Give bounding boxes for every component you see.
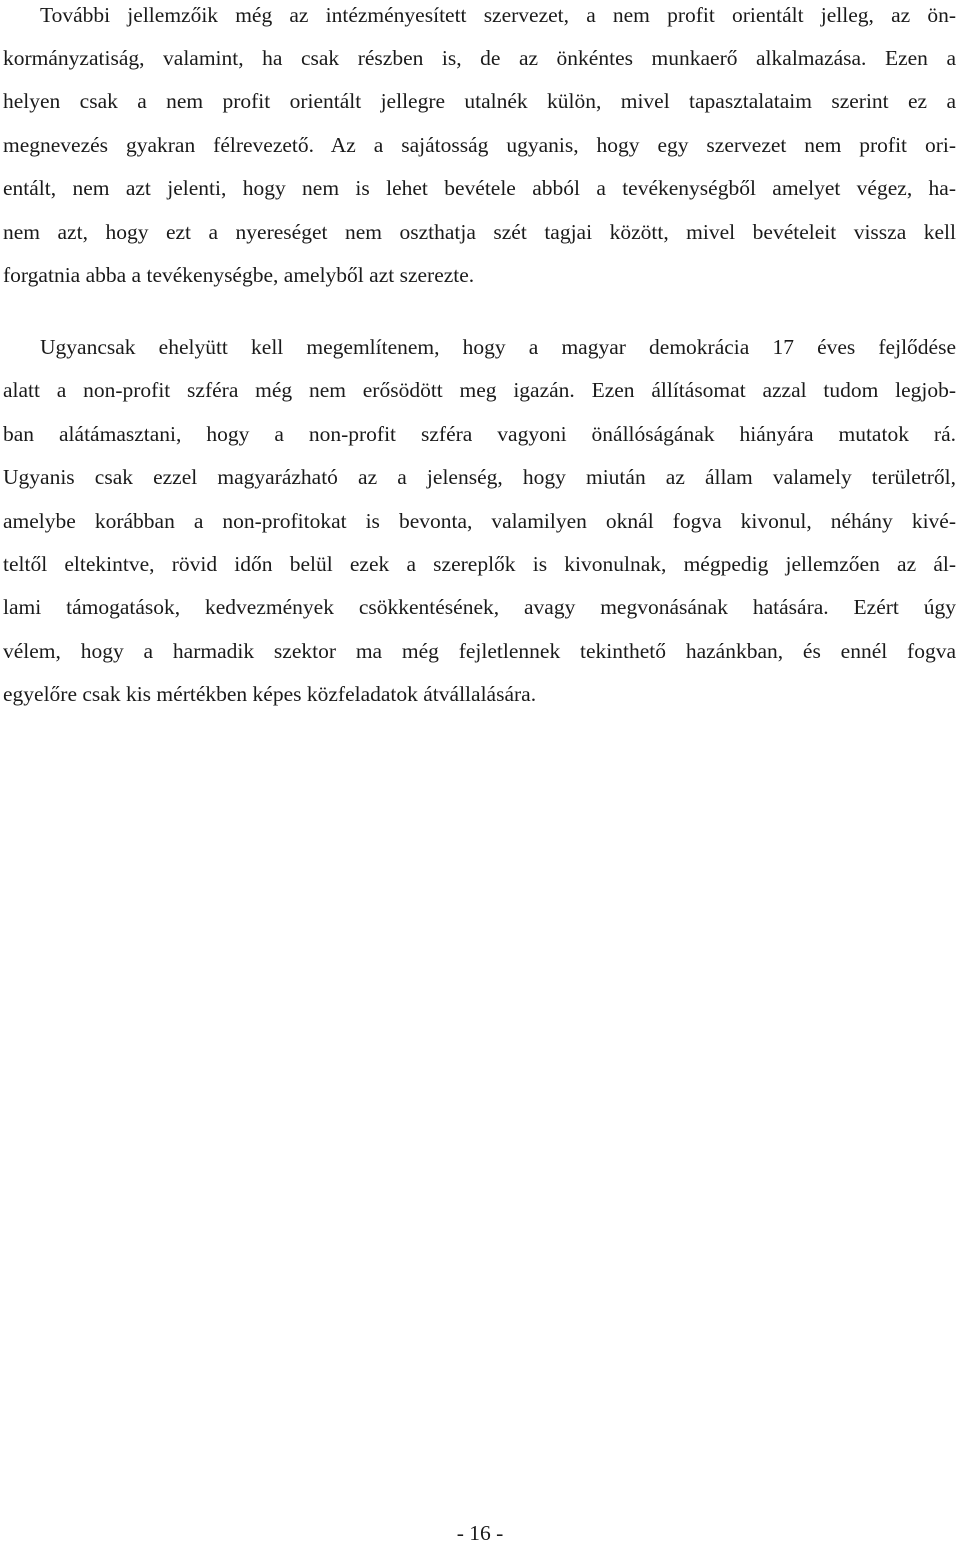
paragraph-2-line-6: teltől eltekintve, rövid időn belül ezek a szereplők is kivonulnak, mégpedig jellemzően az ál- bbox=[3, 552, 956, 576]
paragraph-2-line-9: egyelőre csak kis mértékben képes közfeladatok átvállalására. bbox=[3, 682, 537, 706]
paragraph-2-line-1: Ugyancsak ehelyütt kell megemlítenem, hogy a magyar demokrácia 17 éves fejlődése bbox=[40, 335, 956, 359]
paragraph-1-line-1: További jellemzőik még az intézményesített szervezet, a nem profit orientált jelleg, az ön- bbox=[40, 3, 956, 27]
paragraph-2-line-2: alatt a non-profit szféra még nem erősödött meg igazán. Ezen állításomat azzal tudom legjob- bbox=[3, 378, 956, 402]
paragraph-2-line-5: amelybe korábban a non-profitokat is bevonta, valamilyen oknál fogva kivonul, néhány kivé- bbox=[3, 509, 956, 533]
paragraph-2-line-8: vélem, hogy a harmadik szektor ma még fejletlennek tekinthető hazánkban, és ennél fogva bbox=[3, 639, 956, 663]
paragraph-2-line-3: ban alátámasztani, hogy a non-profit szféra vagyoni önállóságának hiányára mutatok rá. bbox=[3, 422, 956, 446]
paragraph-1-line-2: kormányzatiság, valamint, ha csak részben is, de az önkéntes munkaerő alkalmazása. Ezen a bbox=[3, 46, 956, 70]
paragraph-2-line-7: lami támogatások, kedvezmények csökkentésének, avagy megvonásának hatására. Ezért úgy bbox=[3, 595, 956, 619]
paragraph-1-line-6: nem azt, hogy ezt a nyereséget nem oszthatja szét tagjai között, mivel bevételeit vissza kell bbox=[3, 220, 956, 244]
page-number: - 16 - bbox=[456, 1521, 504, 1545]
paragraph-2-line-4: Ugyanis csak ezzel magyarázható az a jelenség, hogy miután az állam valamely területről, bbox=[3, 465, 956, 489]
paragraph-1-line-5: entált, nem azt jelenti, hogy nem is lehet bevétele abból a tevékenységből amelyet végez, ha- bbox=[3, 176, 956, 200]
paragraph-1-line-7: forgatnia abba a tevékenységbe, amelyből azt szerezte. bbox=[3, 263, 475, 287]
paragraph-1-line-4: megnevezés gyakran félrevezető. Az a sajátosság ugyanis, hogy egy szervezet nem profit ori- bbox=[3, 133, 956, 157]
paragraph-1-line-3: helyen csak a nem profit orientált jellegre utalnék külön, mivel tapasztalataim szerint ez a bbox=[3, 89, 956, 113]
